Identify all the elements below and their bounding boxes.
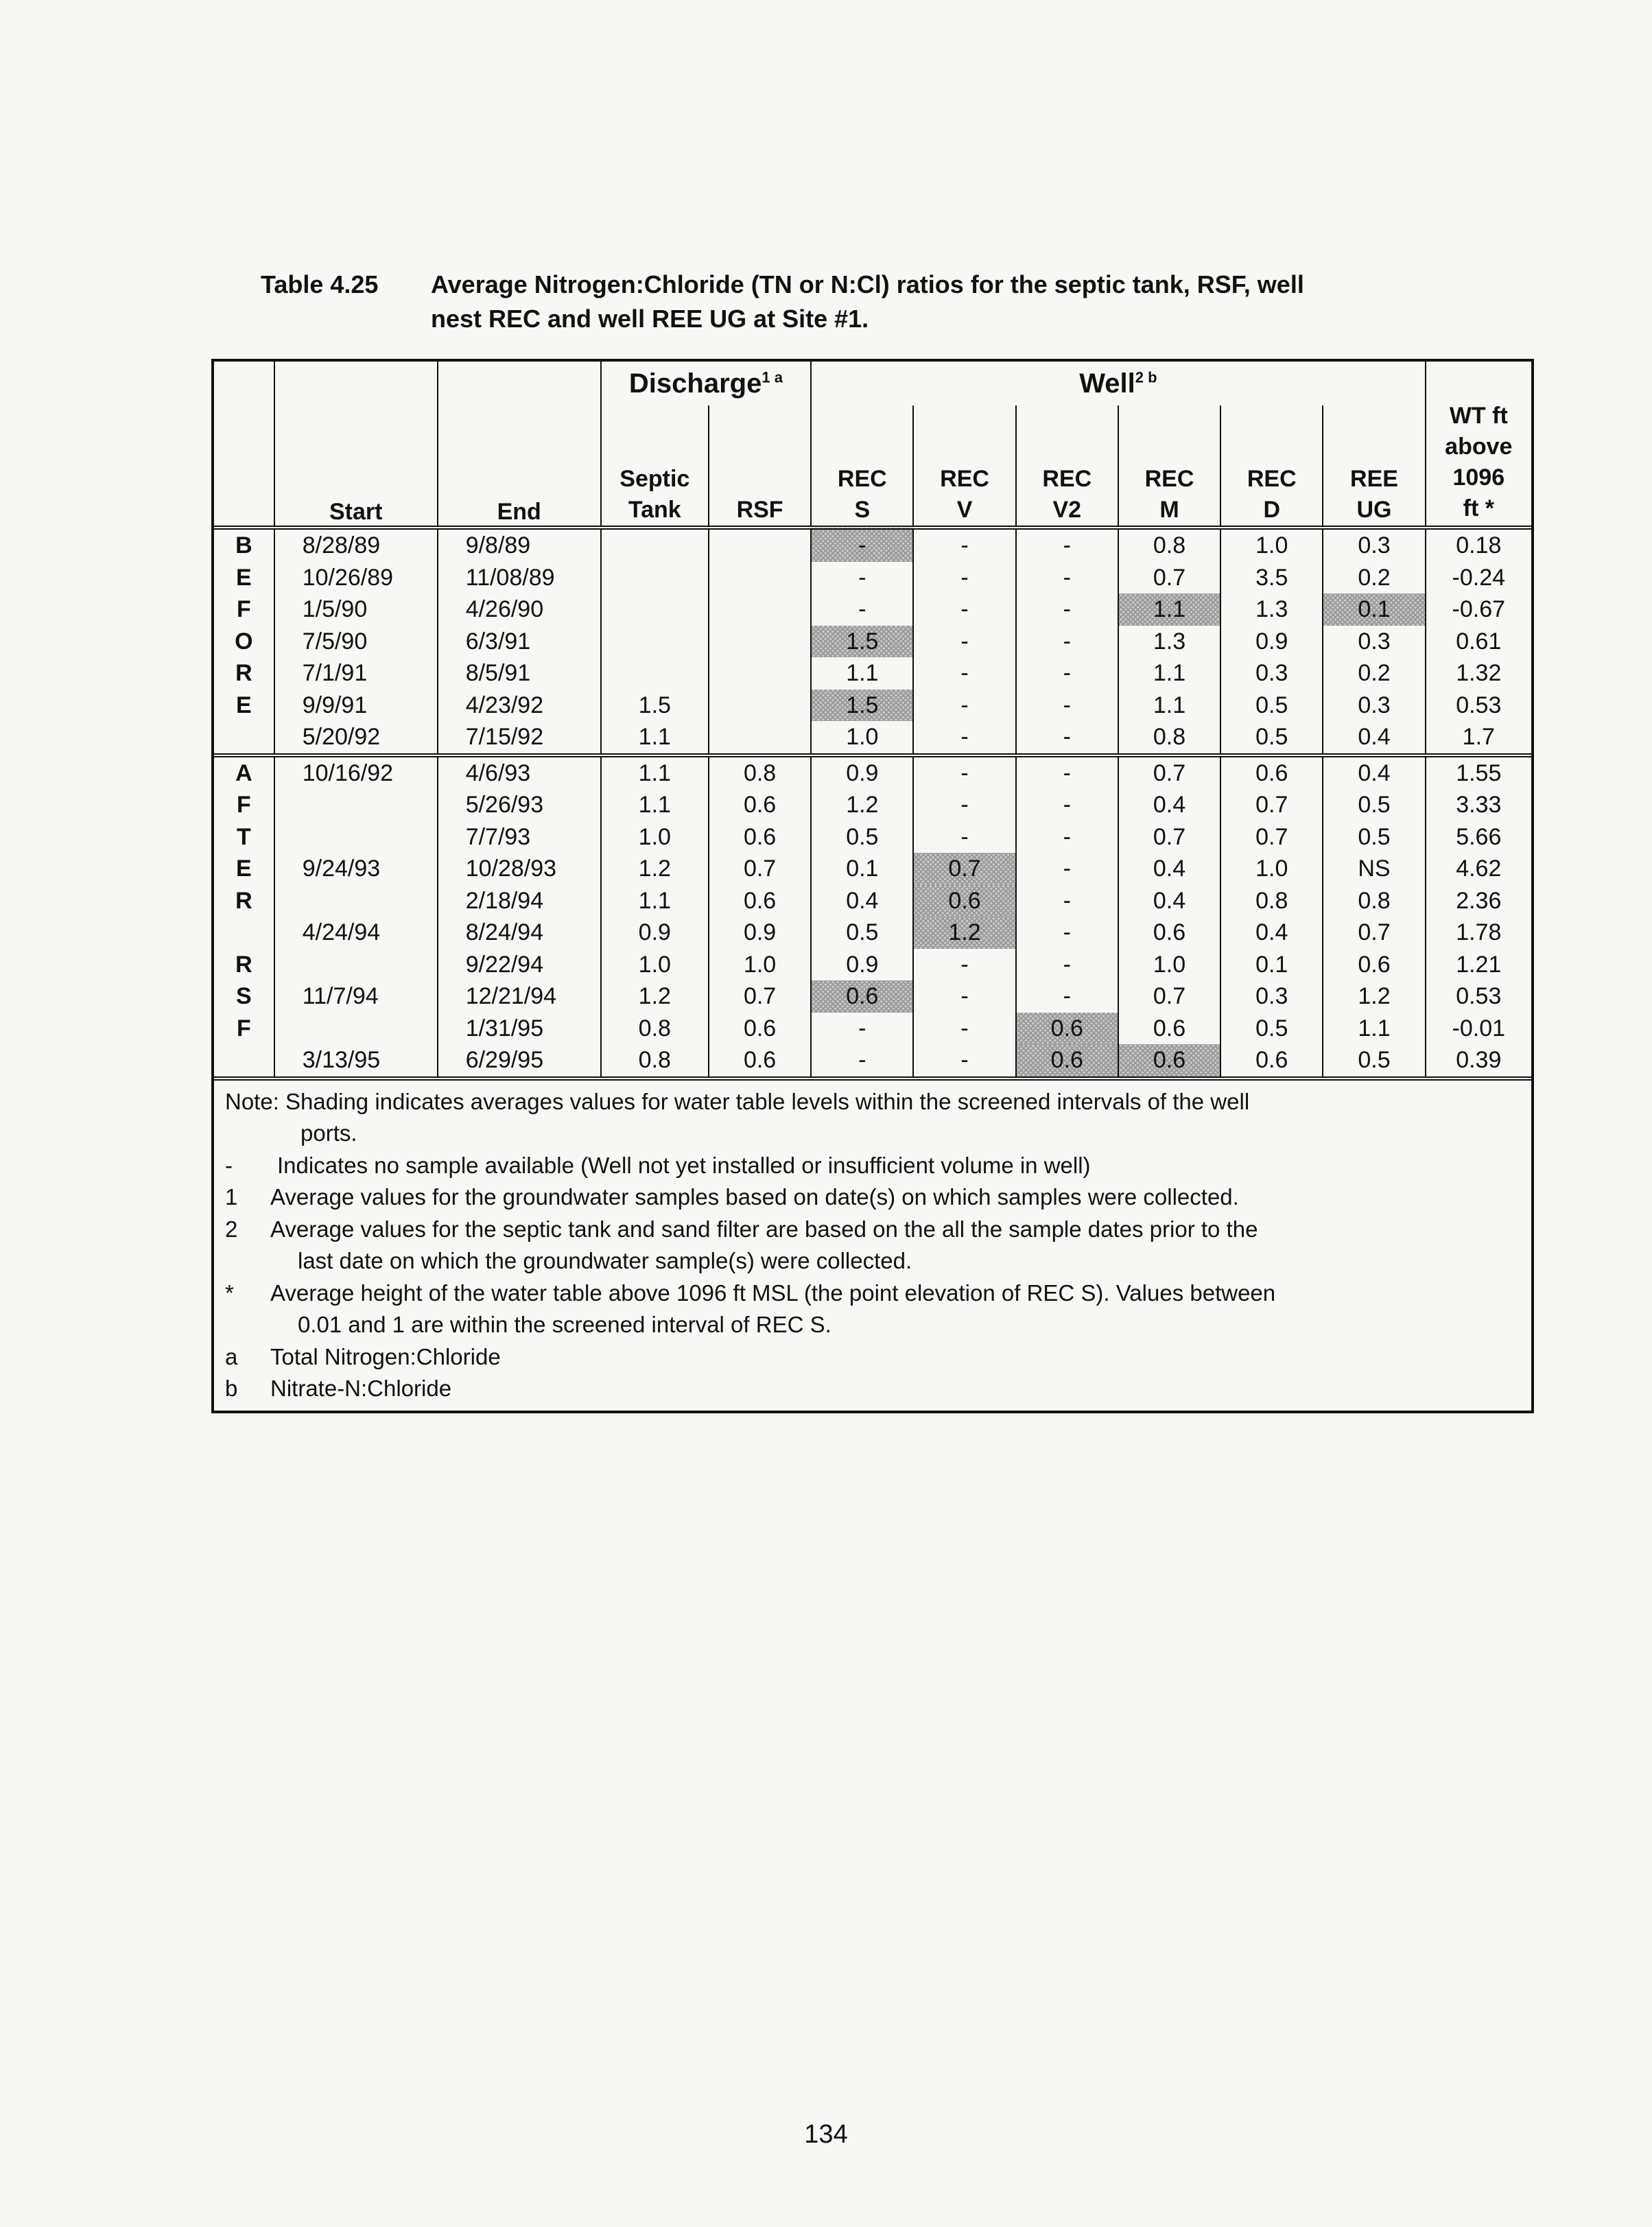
cell-rec-d: 0.7 bbox=[1220, 821, 1323, 853]
cell-wt-ft: 3.33 bbox=[1426, 789, 1531, 821]
well-superscript: 2 b bbox=[1135, 368, 1157, 386]
table-row bbox=[214, 885, 1531, 917]
col-rec-v bbox=[913, 405, 1015, 528]
cell-group-letter: E bbox=[236, 564, 252, 591]
cell-rec-s: 1.0 bbox=[811, 721, 913, 755]
cell-rsf bbox=[709, 657, 811, 690]
cell-rec-v: - bbox=[913, 657, 1015, 690]
col-ree-ug bbox=[1323, 405, 1425, 528]
cell-rec-d: 0.4 bbox=[1220, 917, 1323, 949]
cell-ree-ug: 0.2 bbox=[1323, 562, 1425, 594]
cell-group-letter: E bbox=[236, 856, 252, 882]
note-shading: Note: Shading indicates averages values for water table levels within the screened intervals of the well bbox=[225, 1088, 1250, 1114]
cell-rsf: 0.6 bbox=[709, 1044, 811, 1076]
cell-rec-s: 1.5 bbox=[811, 626, 913, 658]
note-dash-key: - bbox=[225, 1152, 233, 1178]
col-wt bbox=[1426, 362, 1531, 528]
cell-wt-ft: 0.53 bbox=[1426, 980, 1531, 1013]
col-start: Start bbox=[274, 362, 438, 528]
col-septic-tank bbox=[601, 405, 709, 528]
cell-group-letter: R bbox=[235, 887, 252, 914]
cell-rec-s: - bbox=[811, 528, 913, 562]
cell-rec-m: 0.6 bbox=[1118, 1044, 1220, 1076]
table-row bbox=[214, 980, 1531, 1013]
table-row bbox=[214, 528, 1531, 562]
cell-rsf: 0.8 bbox=[709, 755, 811, 790]
cell-rec-v2: 0.6 bbox=[1016, 1013, 1118, 1045]
rec-v2-line-1: REC bbox=[1042, 466, 1092, 492]
cell-ree-ug: 0.8 bbox=[1323, 885, 1425, 917]
cell-end: 8/24/94 bbox=[438, 917, 601, 949]
cell-rec-v2: - bbox=[1016, 528, 1118, 562]
cell-rec-d: 0.3 bbox=[1220, 980, 1323, 1013]
note-b-text: Nitrate-N:Chloride bbox=[270, 1376, 452, 1401]
rec-m-line-1: REC bbox=[1144, 466, 1194, 492]
cell-rec-v2: 0.6 bbox=[1016, 1044, 1118, 1076]
note-a-key: a bbox=[225, 1343, 238, 1369]
note-a-text: Total Nitrogen:Chloride bbox=[270, 1343, 501, 1369]
note-star-cont: 0.01 and 1 are within the screened interval of REC S. bbox=[298, 1312, 831, 1337]
cell-rec-s: - bbox=[811, 1044, 913, 1076]
cell-end: 9/22/94 bbox=[438, 949, 601, 981]
cell-septic-tank bbox=[601, 626, 709, 658]
cell-rsf bbox=[709, 690, 811, 722]
cell-end: 4/26/90 bbox=[438, 593, 601, 626]
cell-rec-d: 0.8 bbox=[1220, 885, 1323, 917]
cell-septic-tank: 1.5 bbox=[601, 690, 709, 722]
cell-rsf: 0.6 bbox=[709, 789, 811, 821]
cell-rsf bbox=[709, 721, 811, 755]
cell-septic-tank: 1.0 bbox=[601, 821, 709, 853]
well-group-header bbox=[811, 362, 1425, 405]
ree-ug-line-1: REE bbox=[1350, 466, 1398, 492]
col-end: End bbox=[438, 362, 601, 528]
note-2-cont: last date on which the groundwater sample(s) were collected. bbox=[298, 1248, 912, 1273]
cell-group-letter: F bbox=[236, 792, 251, 818]
cell-group-letter: E bbox=[236, 692, 252, 718]
cell-rec-d: 0.5 bbox=[1220, 1013, 1323, 1045]
septic-line-2: Tank bbox=[628, 497, 681, 523]
cell-rec-v2: - bbox=[1016, 593, 1118, 626]
cell-rec-v2: - bbox=[1016, 562, 1118, 594]
cell-group-letter bbox=[214, 1044, 274, 1076]
table-row bbox=[214, 821, 1531, 853]
cell-rec-d: 0.5 bbox=[1220, 690, 1323, 722]
cell-ree-ug: 0.3 bbox=[1323, 528, 1425, 562]
cell-rsf: 0.9 bbox=[709, 917, 811, 949]
cell-rec-v: - bbox=[913, 1044, 1015, 1076]
ree-ug-line-2: UG bbox=[1356, 497, 1392, 523]
table-row bbox=[214, 1044, 1531, 1076]
cell-rsf: 0.7 bbox=[709, 853, 811, 885]
note-shading-cont: ports. bbox=[300, 1120, 357, 1146]
cell-rec-m: 1.3 bbox=[1118, 626, 1220, 658]
cell-rec-v: - bbox=[913, 626, 1015, 658]
cell-rec-m: 0.7 bbox=[1118, 755, 1220, 790]
cell-wt-ft: 4.62 bbox=[1426, 853, 1531, 885]
cell-wt-ft: -0.67 bbox=[1426, 593, 1531, 626]
table-number: Table 4.25 bbox=[261, 270, 379, 298]
cell-ree-ug: 0.4 bbox=[1323, 755, 1425, 790]
cell-rec-d: 1.3 bbox=[1220, 593, 1323, 626]
note-a bbox=[225, 1341, 1520, 1374]
page-number: 134 bbox=[804, 2120, 848, 2149]
cell-rec-v: - bbox=[913, 690, 1015, 722]
note-1 bbox=[225, 1181, 1520, 1214]
cell-rec-m: 1.1 bbox=[1118, 690, 1220, 722]
table-row bbox=[214, 626, 1531, 658]
well-label: Well bbox=[1079, 368, 1135, 399]
cell-wt-ft: 0.39 bbox=[1426, 1044, 1531, 1076]
cell-wt-ft: 1.21 bbox=[1426, 949, 1531, 981]
cell-ree-ug: 0.6 bbox=[1323, 949, 1425, 981]
cell-septic-tank: 0.8 bbox=[601, 1013, 709, 1045]
cell-rec-v2: - bbox=[1016, 917, 1118, 949]
cell-rec-s: 0.9 bbox=[811, 949, 913, 981]
cell-start: 10/16/92 bbox=[274, 755, 438, 790]
cell-septic-tank bbox=[601, 657, 709, 690]
cell-start: 1/5/90 bbox=[274, 593, 438, 626]
note-star-key: * bbox=[225, 1280, 234, 1306]
table-row bbox=[214, 755, 1531, 790]
cell-rec-m: 0.7 bbox=[1118, 562, 1220, 594]
cell-group-letter: A bbox=[235, 759, 252, 786]
cell-rec-v: - bbox=[913, 821, 1015, 853]
cell-rec-m: 0.8 bbox=[1118, 721, 1220, 755]
cell-rsf bbox=[709, 528, 811, 562]
cell-rec-m: 0.4 bbox=[1118, 853, 1220, 885]
caption-line-1: Average Nitrogen:Chloride (TN or N:Cl) ratios for the septic tank, RSF, well bbox=[431, 270, 1304, 298]
cell-rec-d: 1.0 bbox=[1220, 853, 1323, 885]
cell-group-letter bbox=[214, 917, 274, 949]
rec-s-line-2: S bbox=[854, 497, 871, 523]
cell-rec-v2: - bbox=[1016, 657, 1118, 690]
cell-rsf: 0.6 bbox=[709, 821, 811, 853]
cell-septic-tank: 1.1 bbox=[601, 755, 709, 790]
cell-rec-v: - bbox=[913, 789, 1015, 821]
table-row bbox=[214, 949, 1531, 981]
table-row bbox=[214, 853, 1531, 885]
cell-end: 5/26/93 bbox=[438, 789, 601, 821]
cell-rec-s: 1.1 bbox=[811, 657, 913, 690]
cell-end: 4/23/92 bbox=[438, 690, 601, 722]
cell-start: 4/24/94 bbox=[274, 917, 438, 949]
cell-rec-v2: - bbox=[1016, 980, 1118, 1013]
discharge-group-header bbox=[601, 362, 812, 405]
cell-rec-d: 0.6 bbox=[1220, 755, 1323, 790]
cell-wt-ft: 1.55 bbox=[1426, 755, 1531, 790]
cell-rec-v: - bbox=[913, 949, 1015, 981]
cell-septic-tank: 1.0 bbox=[601, 949, 709, 981]
cell-wt-ft: 0.53 bbox=[1426, 690, 1531, 722]
cell-group-letter: B bbox=[235, 532, 252, 559]
cell-rec-m: 1.1 bbox=[1118, 593, 1220, 626]
cell-rec-v: - bbox=[913, 721, 1015, 755]
cell-rec-v2: - bbox=[1016, 789, 1118, 821]
cell-rec-s: 0.9 bbox=[811, 755, 913, 790]
cell-group-letter: R bbox=[235, 660, 252, 687]
cell-ree-ug: 0.5 bbox=[1323, 789, 1425, 821]
cell-rec-m: 0.4 bbox=[1118, 789, 1220, 821]
cell-wt-ft: 1.7 bbox=[1426, 721, 1531, 755]
table-row bbox=[214, 789, 1531, 821]
cell-start bbox=[274, 949, 438, 981]
cell-ree-ug: 1.2 bbox=[1323, 980, 1425, 1013]
cell-wt-ft: 1.78 bbox=[1426, 917, 1531, 949]
col-rec-m bbox=[1118, 405, 1220, 528]
table-notes bbox=[214, 1076, 1531, 1411]
cell-rec-d: 0.5 bbox=[1220, 721, 1323, 755]
rec-v-line-1: REC bbox=[940, 466, 989, 492]
cell-start: 5/20/92 bbox=[274, 721, 438, 755]
cell-rec-v: - bbox=[913, 980, 1015, 1013]
wt-line-3: 1096 bbox=[1452, 464, 1505, 491]
cell-rec-v2: - bbox=[1016, 721, 1118, 755]
cell-septic-tank: 1.2 bbox=[601, 853, 709, 885]
cell-rsf bbox=[709, 626, 811, 658]
cell-ree-ug: 1.1 bbox=[1323, 1013, 1425, 1045]
cell-septic-tank bbox=[601, 562, 709, 594]
cell-ree-ug: 0.5 bbox=[1323, 821, 1425, 853]
wt-line-2: above bbox=[1445, 434, 1513, 460]
cell-rec-m: 0.6 bbox=[1118, 1013, 1220, 1045]
cell-start: 9/24/93 bbox=[274, 853, 438, 885]
cell-rec-m: 1.0 bbox=[1118, 949, 1220, 981]
cell-group-letter: R bbox=[235, 951, 252, 978]
cell-group-letter: F bbox=[236, 1015, 251, 1041]
cell-rec-v: - bbox=[913, 562, 1015, 594]
cell-rec-v: - bbox=[913, 528, 1015, 562]
cell-rsf bbox=[709, 562, 811, 594]
cell-group-letter: T bbox=[236, 823, 251, 850]
cell-end: 9/8/89 bbox=[438, 528, 601, 562]
cell-rec-m: 0.6 bbox=[1118, 917, 1220, 949]
cell-rec-s: - bbox=[811, 562, 913, 594]
rec-v2-line-2: V2 bbox=[1052, 497, 1082, 523]
cell-rec-d: 0.9 bbox=[1220, 626, 1323, 658]
rec-d-line-2: D bbox=[1263, 497, 1281, 523]
table-row bbox=[214, 593, 1531, 626]
cell-start: 11/7/94 bbox=[274, 980, 438, 1013]
cell-rec-s: 0.5 bbox=[811, 917, 913, 949]
cell-ree-ug: 0.3 bbox=[1323, 626, 1425, 658]
cell-rec-d: 0.7 bbox=[1220, 789, 1323, 821]
note-2-key: 2 bbox=[225, 1216, 238, 1242]
cell-rec-s: 1.5 bbox=[811, 690, 913, 722]
cell-ree-ug: NS bbox=[1323, 853, 1425, 885]
note-star bbox=[225, 1277, 1520, 1310]
cell-rec-s: 0.4 bbox=[811, 885, 913, 917]
cell-rsf: 0.6 bbox=[709, 1013, 811, 1045]
cell-rec-d: 3.5 bbox=[1220, 562, 1323, 594]
cell-rsf: 0.6 bbox=[709, 885, 811, 917]
cell-rec-v: - bbox=[913, 1013, 1015, 1045]
cell-rec-v: - bbox=[913, 755, 1015, 790]
cell-end: 8/5/91 bbox=[438, 657, 601, 690]
cell-group-letter bbox=[214, 721, 274, 755]
table-row bbox=[214, 562, 1531, 594]
cell-end: 6/3/91 bbox=[438, 626, 601, 658]
cell-rec-m: 0.8 bbox=[1118, 528, 1220, 562]
nitrogen-chloride-table bbox=[211, 359, 1534, 1413]
cell-rec-m: 0.7 bbox=[1118, 821, 1220, 853]
cell-wt-ft: 2.36 bbox=[1426, 885, 1531, 917]
rec-m-line-2: M bbox=[1159, 497, 1179, 523]
cell-wt-ft: 5.66 bbox=[1426, 821, 1531, 853]
cell-rec-d: 0.1 bbox=[1220, 949, 1323, 981]
cell-wt-ft: -0.24 bbox=[1426, 562, 1531, 594]
cell-end: 12/21/94 bbox=[438, 980, 601, 1013]
cell-rsf: 0.7 bbox=[709, 980, 811, 1013]
cell-septic-tank: 1.2 bbox=[601, 980, 709, 1013]
cell-end: 7/15/92 bbox=[438, 721, 601, 755]
note-1-key: 1 bbox=[225, 1184, 238, 1210]
cell-start: 3/13/95 bbox=[274, 1044, 438, 1076]
cell-rec-s: 0.1 bbox=[811, 853, 913, 885]
cell-rec-v2: - bbox=[1016, 626, 1118, 658]
note-dash bbox=[225, 1150, 1520, 1182]
cell-rec-v: - bbox=[913, 593, 1015, 626]
cell-end: 4/6/93 bbox=[438, 755, 601, 790]
wt-line-1: WT ft bbox=[1449, 403, 1508, 429]
col-rec-s bbox=[811, 405, 913, 528]
cell-rec-v2: - bbox=[1016, 853, 1118, 885]
cell-rec-v2: - bbox=[1016, 690, 1118, 722]
cell-start bbox=[274, 821, 438, 853]
cell-rec-s: - bbox=[811, 593, 913, 626]
cell-end: 1/31/95 bbox=[438, 1013, 601, 1045]
cell-start: 7/5/90 bbox=[274, 626, 438, 658]
cell-rec-d: 0.6 bbox=[1220, 1044, 1323, 1076]
cell-start: 9/9/91 bbox=[274, 690, 438, 722]
cell-rec-s: - bbox=[811, 1013, 913, 1045]
cell-start bbox=[274, 885, 438, 917]
cell-rec-d: 1.0 bbox=[1220, 528, 1323, 562]
cell-rsf: 1.0 bbox=[709, 949, 811, 981]
note-dash-text: Indicates no sample available (Well not yet installed or insufficient volume in well) bbox=[277, 1152, 1091, 1178]
note-2 bbox=[225, 1214, 1520, 1246]
note-star-text: Average height of the water table above 1096 ft MSL (the point elevation of REC S). Values between bbox=[270, 1280, 1276, 1306]
note-1-text: Average values for the groundwater samples based on date(s) on which samples were collected. bbox=[270, 1184, 1239, 1210]
cell-rec-v2: - bbox=[1016, 755, 1118, 790]
table-row bbox=[214, 1013, 1531, 1045]
cell-septic-tank: 1.1 bbox=[601, 721, 709, 755]
cell-ree-ug: 0.5 bbox=[1323, 1044, 1425, 1076]
cell-rec-m: 0.7 bbox=[1118, 980, 1220, 1013]
rec-v-line-2: V bbox=[956, 497, 973, 523]
note-2-text: Average values for the septic tank and sand filter are based on the all the sample dates prior to the bbox=[270, 1216, 1258, 1242]
cell-ree-ug: 0.4 bbox=[1323, 721, 1425, 755]
cell-wt-ft: 0.18 bbox=[1426, 528, 1531, 562]
cell-ree-ug: 0.7 bbox=[1323, 917, 1425, 949]
cell-rec-d: 0.3 bbox=[1220, 657, 1323, 690]
cell-septic-tank bbox=[601, 528, 709, 562]
cell-septic-tank bbox=[601, 593, 709, 626]
cell-rec-v2: - bbox=[1016, 821, 1118, 853]
cell-rec-v2: - bbox=[1016, 885, 1118, 917]
cell-group-letter: O bbox=[235, 628, 253, 655]
table-row bbox=[214, 721, 1531, 755]
table-row bbox=[214, 690, 1531, 722]
wt-line-4: ft * bbox=[1463, 495, 1494, 521]
col-rec-v2 bbox=[1016, 405, 1118, 528]
cell-rec-s: 0.5 bbox=[811, 821, 913, 853]
note-b bbox=[225, 1373, 1520, 1405]
discharge-superscript: 1 a bbox=[762, 368, 783, 386]
cell-rec-s: 1.2 bbox=[811, 789, 913, 821]
cell-start: 7/1/91 bbox=[274, 657, 438, 690]
cell-septic-tank: 1.1 bbox=[601, 789, 709, 821]
cell-rec-v: 0.6 bbox=[913, 885, 1015, 917]
cell-rec-m: 0.4 bbox=[1118, 885, 1220, 917]
cell-rec-v: 0.7 bbox=[913, 853, 1015, 885]
table-row bbox=[214, 917, 1531, 949]
col-rsf: RSF bbox=[709, 405, 811, 528]
rec-d-line-1: REC bbox=[1247, 466, 1297, 492]
rec-s-line-1: REC bbox=[837, 466, 887, 492]
cell-ree-ug: 0.1 bbox=[1323, 593, 1425, 626]
cell-rec-s: 0.6 bbox=[811, 980, 913, 1013]
cell-septic-tank: 1.1 bbox=[601, 885, 709, 917]
cell-wt-ft: -0.01 bbox=[1426, 1013, 1531, 1045]
cell-wt-ft: 0.61 bbox=[1426, 626, 1531, 658]
cell-end: 2/18/94 bbox=[438, 885, 601, 917]
cell-start bbox=[274, 789, 438, 821]
cell-septic-tank: 0.8 bbox=[601, 1044, 709, 1076]
table-body bbox=[214, 528, 1531, 1076]
cell-start: 10/26/89 bbox=[274, 562, 438, 594]
cell-ree-ug: 0.3 bbox=[1323, 690, 1425, 722]
septic-line-1: Septic bbox=[620, 466, 690, 492]
caption-line-2: nest REC and well REE UG at Site #1. bbox=[431, 305, 869, 333]
cell-start: 8/28/89 bbox=[274, 528, 438, 562]
note-b-key: b bbox=[225, 1376, 238, 1401]
cell-rec-v: 1.2 bbox=[913, 917, 1015, 949]
cell-end: 6/29/95 bbox=[438, 1044, 601, 1076]
table-row bbox=[214, 657, 1531, 690]
cell-group-letter: S bbox=[236, 983, 252, 1010]
discharge-label: Discharge bbox=[628, 368, 762, 399]
col-rec-d bbox=[1220, 405, 1323, 528]
cell-rec-m: 1.1 bbox=[1118, 657, 1220, 690]
cell-start bbox=[274, 1013, 438, 1045]
cell-ree-ug: 0.2 bbox=[1323, 657, 1425, 690]
cell-end: 10/28/93 bbox=[438, 853, 601, 885]
cell-group-letter: F bbox=[236, 596, 251, 623]
cell-rsf bbox=[709, 593, 811, 626]
cell-end: 11/08/89 bbox=[438, 562, 601, 594]
table-caption bbox=[261, 268, 1496, 336]
cell-septic-tank: 0.9 bbox=[601, 917, 709, 949]
cell-rec-v2: - bbox=[1016, 949, 1118, 981]
cell-wt-ft: 1.32 bbox=[1426, 657, 1531, 690]
cell-end: 7/7/93 bbox=[438, 821, 601, 853]
